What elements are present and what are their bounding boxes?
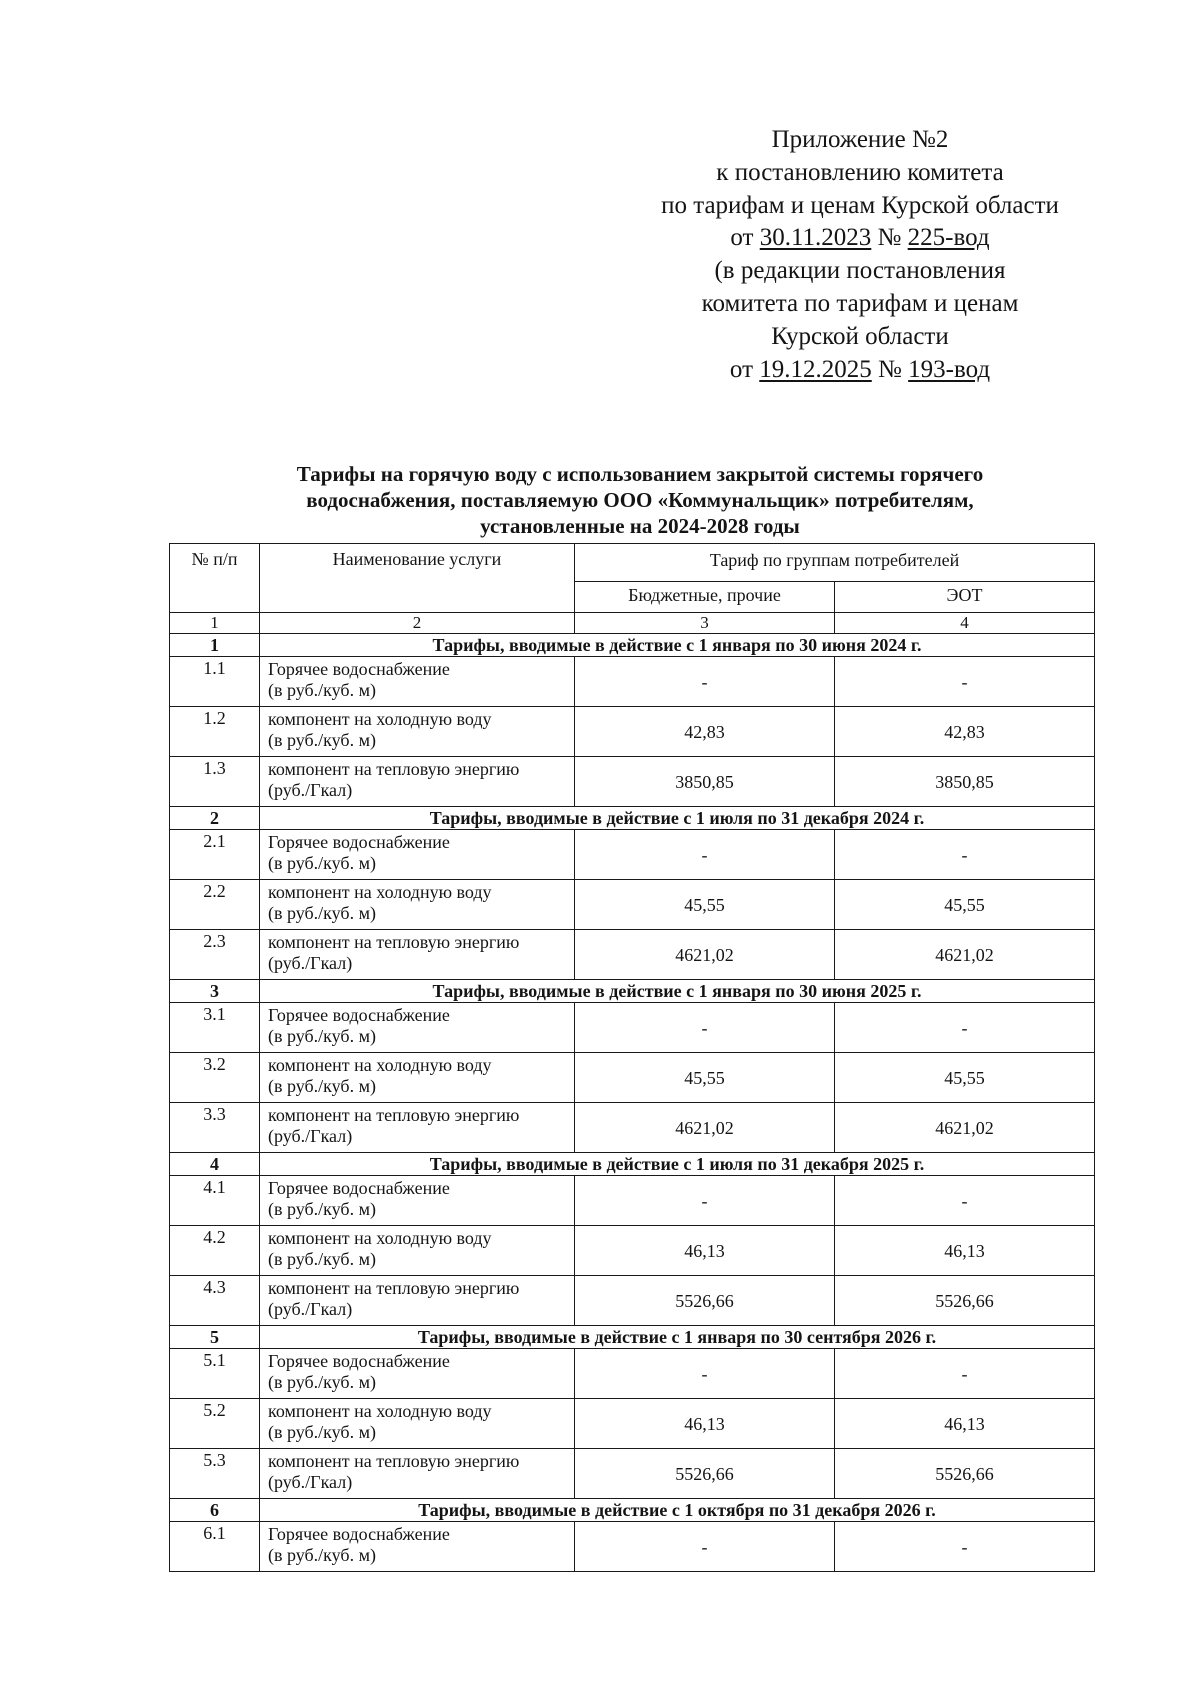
- row-number: 5.1: [170, 1349, 260, 1399]
- eot-tariff-value: 46,13: [835, 1226, 1095, 1276]
- row-number: 5.3: [170, 1449, 260, 1499]
- row-service-name: [260, 1103, 575, 1153]
- budget-tariff-value: 46,13: [575, 1226, 835, 1276]
- section-title: Тарифы, вводимые в действие с 1 января по 30 июня 2025 г.: [260, 980, 1095, 1003]
- annex-original-decree: от 30.11.2023 № 225-вод: [730, 224, 990, 252]
- section-row: [170, 1153, 1095, 1176]
- budget-tariff-value: -: [575, 657, 835, 707]
- table-row: [170, 1226, 1095, 1276]
- service-unit-line: (в руб./куб. м): [268, 1545, 376, 1565]
- service-name-line: Горячее водоснабжение: [268, 832, 450, 852]
- section-number: 5: [170, 1326, 260, 1349]
- service-name-line: компонент на холодную воду: [268, 1228, 492, 1248]
- row-service-name: [260, 1522, 575, 1572]
- table-index-row: [170, 613, 1095, 634]
- row-service-name: [260, 1449, 575, 1499]
- service-unit-line: (руб./Гкал): [268, 1299, 353, 1319]
- annex-amendment-region: Курской области: [771, 322, 949, 350]
- service-name-line: Горячее водоснабжение: [268, 1351, 450, 1371]
- table-row: [170, 830, 1095, 880]
- budget-tariff-value: 45,55: [575, 880, 835, 930]
- eot-tariff-value: 5526,66: [835, 1276, 1095, 1326]
- table-row: [170, 1349, 1095, 1399]
- budget-tariff-value: 42,83: [575, 707, 835, 757]
- table-row: [170, 930, 1095, 980]
- section-title: Тарифы, вводимые в действие с 1 октября по 31 декабря 2026 г.: [260, 1499, 1095, 1522]
- table-row: [170, 1276, 1095, 1326]
- service-unit-line: (в руб./куб. м): [268, 1249, 376, 1269]
- section-row: [170, 634, 1095, 657]
- eot-tariff-value: -: [835, 657, 1095, 707]
- table-header-row: [170, 544, 1095, 582]
- eot-tariff-value: -: [835, 1349, 1095, 1399]
- section-row: [170, 980, 1095, 1003]
- section-title: Тарифы, вводимые в действие с 1 июля по 31 декабря 2025 г.: [260, 1153, 1095, 1176]
- row-number: 4.1: [170, 1176, 260, 1226]
- document-title: Тарифы на горячую воду с использованием закрытой системы горячего водоснабжения, поставляемую ООО «Коммунальщик» потребителям, установленные на 2024-2028 годы: [296, 462, 984, 538]
- row-number: 4.2: [170, 1226, 260, 1276]
- row-number: 1.3: [170, 757, 260, 807]
- budget-tariff-value: 5526,66: [575, 1449, 835, 1499]
- amendment-decree-number: 193-вод: [908, 355, 991, 383]
- row-number: 5.2: [170, 1399, 260, 1449]
- service-name-line: компонент на тепловую энергию: [268, 759, 520, 779]
- service-name-line: компонент на холодную воду: [268, 1055, 492, 1075]
- index-cell: 3: [575, 613, 835, 634]
- service-unit-line: (в руб./куб. м): [268, 1422, 376, 1442]
- row-number: 3.3: [170, 1103, 260, 1153]
- index-cell: 2: [260, 613, 575, 634]
- annex-header: [620, 124, 1100, 386]
- budget-tariff-value: -: [575, 1003, 835, 1053]
- eot-tariff-value: 4621,02: [835, 930, 1095, 980]
- budget-tariff-value: -: [575, 830, 835, 880]
- section-number: 3: [170, 980, 260, 1003]
- service-unit-line: (в руб./куб. м): [268, 1372, 376, 1392]
- row-number: 4.3: [170, 1276, 260, 1326]
- original-decree-date: 30.11.2023: [759, 224, 872, 252]
- section-row: [170, 1499, 1095, 1522]
- budget-tariff-value: -: [575, 1349, 835, 1399]
- table-row: [170, 1053, 1095, 1103]
- service-unit-line: (руб./Гкал): [268, 1472, 353, 1492]
- service-name-line: компонент на тепловую энергию: [268, 1278, 520, 1298]
- row-service-name: [260, 1276, 575, 1326]
- service-unit-line: (в руб./куб. м): [268, 853, 376, 873]
- service-unit-line: (руб./Гкал): [268, 1126, 353, 1146]
- service-unit-line: (в руб./куб. м): [268, 730, 376, 750]
- table-row: [170, 1103, 1095, 1153]
- eot-tariff-value: -: [835, 1176, 1095, 1226]
- annex-amendment-decree: от 19.12.2025 № 193-вод: [729, 355, 991, 383]
- budget-tariff-value: 4621,02: [575, 1103, 835, 1153]
- index-cell: 4: [835, 613, 1095, 634]
- eot-tariff-value: 46,13: [835, 1399, 1095, 1449]
- table-row: [170, 880, 1095, 930]
- header-num: № п/п: [170, 544, 260, 613]
- service-unit-line: (в руб./куб. м): [268, 1076, 376, 1096]
- table-row: [170, 657, 1095, 707]
- section-title: Тарифы, вводимые в действие с 1 июля по 31 декабря 2024 г.: [260, 807, 1095, 830]
- section-title: Тарифы, вводимые в действие с 1 января по 30 июня 2024 г.: [260, 634, 1095, 657]
- row-service-name: [260, 1226, 575, 1276]
- row-service-name: [260, 830, 575, 880]
- service-unit-line: (в руб./куб. м): [268, 680, 376, 700]
- row-number: 1.1: [170, 657, 260, 707]
- table-row: [170, 1003, 1095, 1053]
- tariff-table: [169, 543, 1095, 1572]
- section-number: 4: [170, 1153, 260, 1176]
- budget-tariff-value: 45,55: [575, 1053, 835, 1103]
- row-number: 2.3: [170, 930, 260, 980]
- section-number: 1: [170, 634, 260, 657]
- row-number: 2.1: [170, 830, 260, 880]
- service-name-line: Горячее водоснабжение: [268, 659, 450, 679]
- eot-tariff-value: -: [835, 830, 1095, 880]
- eot-tariff-value: 45,55: [835, 880, 1095, 930]
- section-row: [170, 807, 1095, 830]
- service-name-line: Горячее водоснабжение: [268, 1005, 450, 1025]
- eot-tariff-value: 3850,85: [835, 757, 1095, 807]
- row-service-name: [260, 757, 575, 807]
- service-name-line: компонент на холодную воду: [268, 882, 492, 902]
- row-service-name: [260, 930, 575, 980]
- row-service-name: [260, 1053, 575, 1103]
- budget-tariff-value: 46,13: [575, 1399, 835, 1449]
- section-row: [170, 1326, 1095, 1349]
- service-unit-line: (в руб./куб. м): [268, 1199, 376, 1219]
- annex-title: Приложение №2: [771, 126, 949, 153]
- annex-committee: по тарифам и ценам Курской области: [661, 191, 1059, 219]
- original-decree-number: 225-вод: [907, 224, 990, 252]
- section-number: 2: [170, 807, 260, 830]
- row-service-name: [260, 1003, 575, 1053]
- budget-tariff-value: -: [575, 1176, 835, 1226]
- eot-tariff-value: 45,55: [835, 1053, 1095, 1103]
- eot-tariff-value: 5526,66: [835, 1449, 1095, 1499]
- eot-tariff-value: 4621,02: [835, 1103, 1095, 1153]
- budget-tariff-value: 4621,02: [575, 930, 835, 980]
- service-name-line: компонент на тепловую энергию: [268, 1451, 520, 1471]
- header-tariff-group: Тариф по группам потребителей: [575, 544, 1095, 582]
- section-title: Тарифы, вводимые в действие с 1 января по 30 сентября 2026 г.: [260, 1326, 1095, 1349]
- service-name-line: компонент на тепловую энергию: [268, 932, 520, 952]
- service-unit-line: (в руб./куб. м): [268, 903, 376, 923]
- table-row: [170, 1522, 1095, 1572]
- eot-tariff-value: 42,83: [835, 707, 1095, 757]
- row-number: 3.1: [170, 1003, 260, 1053]
- service-unit-line: (руб./Гкал): [268, 780, 353, 800]
- row-number: 6.1: [170, 1522, 260, 1572]
- service-unit-line: (в руб./куб. м): [268, 1026, 376, 1046]
- header-service-name: Наименование услуги: [260, 544, 575, 613]
- row-number: 2.2: [170, 880, 260, 930]
- service-name-line: компонент на холодную воду: [268, 709, 492, 729]
- table-row: [170, 757, 1095, 807]
- service-name-line: компонент на тепловую энергию: [268, 1105, 520, 1125]
- index-cell: 1: [170, 613, 260, 634]
- row-number: 1.2: [170, 707, 260, 757]
- section-number: 6: [170, 1499, 260, 1522]
- annex-amendment-committee: комитета по тарифам и ценам: [701, 289, 1019, 317]
- table-row: [170, 1399, 1095, 1449]
- header-budget: Бюджетные, прочие: [575, 582, 835, 613]
- service-name-line: Горячее водоснабжение: [268, 1524, 450, 1544]
- budget-tariff-value: 5526,66: [575, 1276, 835, 1326]
- table-row: [170, 1449, 1095, 1499]
- row-service-name: [260, 880, 575, 930]
- row-number: 3.2: [170, 1053, 260, 1103]
- table-row: [170, 707, 1095, 757]
- service-unit-line: (руб./Гкал): [268, 953, 353, 973]
- row-service-name: [260, 1176, 575, 1226]
- budget-tariff-value: 3850,85: [575, 757, 835, 807]
- eot-tariff-value: -: [835, 1522, 1095, 1572]
- amendment-decree-date: 19.12.2025: [759, 355, 872, 383]
- row-service-name: [260, 707, 575, 757]
- annex-amendment: (в редакции постановления: [714, 257, 1006, 285]
- row-service-name: [260, 657, 575, 707]
- annex-reference: к постановлению комитета: [716, 158, 1004, 186]
- eot-tariff-value: -: [835, 1003, 1095, 1053]
- row-service-name: [260, 1399, 575, 1449]
- service-name-line: компонент на холодную воду: [268, 1401, 492, 1421]
- service-name-line: Горячее водоснабжение: [268, 1178, 450, 1198]
- header-eot: ЭОТ: [835, 582, 1095, 613]
- budget-tariff-value: -: [575, 1522, 835, 1572]
- table-row: [170, 1176, 1095, 1226]
- row-service-name: [260, 1349, 575, 1399]
